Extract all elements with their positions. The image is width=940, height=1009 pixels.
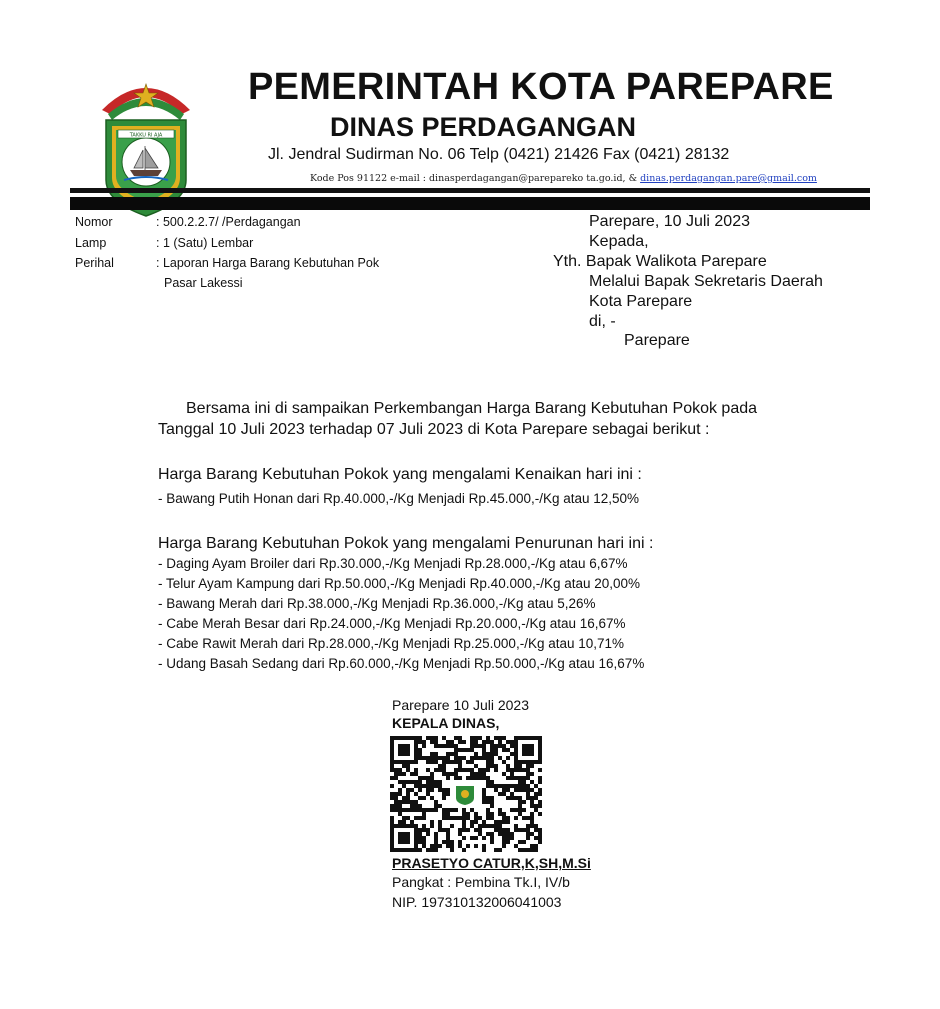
signatory-nip: NIP. 197310132006041003 [392,894,562,910]
department-title: DINAS PERDAGANGAN [330,112,637,142]
list-item: - Cabe Rawit Merah dari Rp.28.000,-/Kg Menjadi Rp.25.000,-/Kg atau 10,71% [158,636,625,651]
recipient-yth: Yth. Bapak Walikota Parepare [553,253,767,270]
lamp-label: Lamp [75,236,107,250]
decrease-heading: Harga Barang Kebutuhan Pokok yang mengalami Penurunan hari ini : [158,535,654,552]
nomor-label: Nomor [75,215,113,229]
header-rule-thick [70,197,870,210]
intro-line-2: Tanggal 10 Juli 2023 terhadap 07 Juli 2023 di Kota Parepare sebagai berikut : [158,421,710,438]
lamp-value: : 1 (Satu) Lembar [156,236,254,250]
contact-line [310,173,817,184]
list-item: - Udang Basah Sedang dari Rp.60.000,-/Kg Menjadi Rp.50.000,-/Kg atau 16,67% [158,656,645,671]
list-item: - Bawang Merah dari Rp.38.000,-/Kg Menjadi Rp.36.000,-/Kg atau 5,26% [158,596,596,611]
recipient-city-office: Kota Parepare [589,293,693,310]
intro-line-1: Bersama ini di sampaikan Perkembangan Harga Barang Kebutuhan Pokok pada [186,400,758,417]
list-item: - Telur Ayam Kampung dari Rp.50.000,-/Kg Menjadi Rp.40.000,-/Kg atau 20,00% [158,576,641,591]
perihal-value: : Laporan Harga Barang Kebutuhan Pok [156,256,380,270]
recipient-via: Melalui Bapak Sekretaris Daerah [589,273,823,290]
list-item: - Bawang Putih Honan dari Rp.40.000,-/Kg Menjadi Rp.45.000,-/Kg atau 12,50% [158,491,640,506]
nomor-value: : 500.2.2.7/ /Perdagangan [156,215,301,229]
perihal-value-continued: Pasar Lakessi [164,276,243,290]
recipient-city: Parepare [624,332,690,349]
signature-position: KEPALA DINAS, [392,715,500,731]
government-title: PEMERINTAH KOTA PAREPARE [248,66,834,108]
email-link[interactable]: dinas.perdagangan.pare@gmail.com [640,173,817,184]
list-item: - Cabe Merah Besar dari Rp.24.000,-/Kg Menjadi Rp.20.000,-/Kg atau 16,67% [158,616,626,631]
city-emblem-logo [96,70,196,218]
contact-prefix: Kode Pos 91122 e-mail : dinasperdagangan@parepareko ta.go.id, & [310,173,638,184]
increase-heading: Harga Barang Kebutuhan Pokok yang mengalami Kenaikan hari ini : [158,466,642,483]
signatory-name: PRASETYO CATUR,K,SH,M.Si [392,855,591,871]
kepada-line: Kepada, [589,233,649,250]
header-rule-thin [70,188,870,193]
letter-date: Parepare, 10 Juli 2023 [589,213,750,230]
signatory-rank: Pangkat : Pembina Tk.I, IV/b [392,874,570,890]
list-item: - Daging Ayam Broiler dari Rp.30.000,-/Kg Menjadi Rp.28.000,-/Kg atau 6,67% [158,556,628,571]
logo-banner-text: TAKKU RI AJA [129,132,163,139]
signature-qr-code [390,736,542,852]
recipient-di: di, - [589,313,616,330]
signature-place-date: Parepare 10 Juli 2023 [392,697,529,713]
office-address: Jl. Jendral Sudirman No. 06 Telp (0421) 21426 Fax (0421) 28132 [268,146,730,163]
perihal-label: Perihal [75,256,114,270]
